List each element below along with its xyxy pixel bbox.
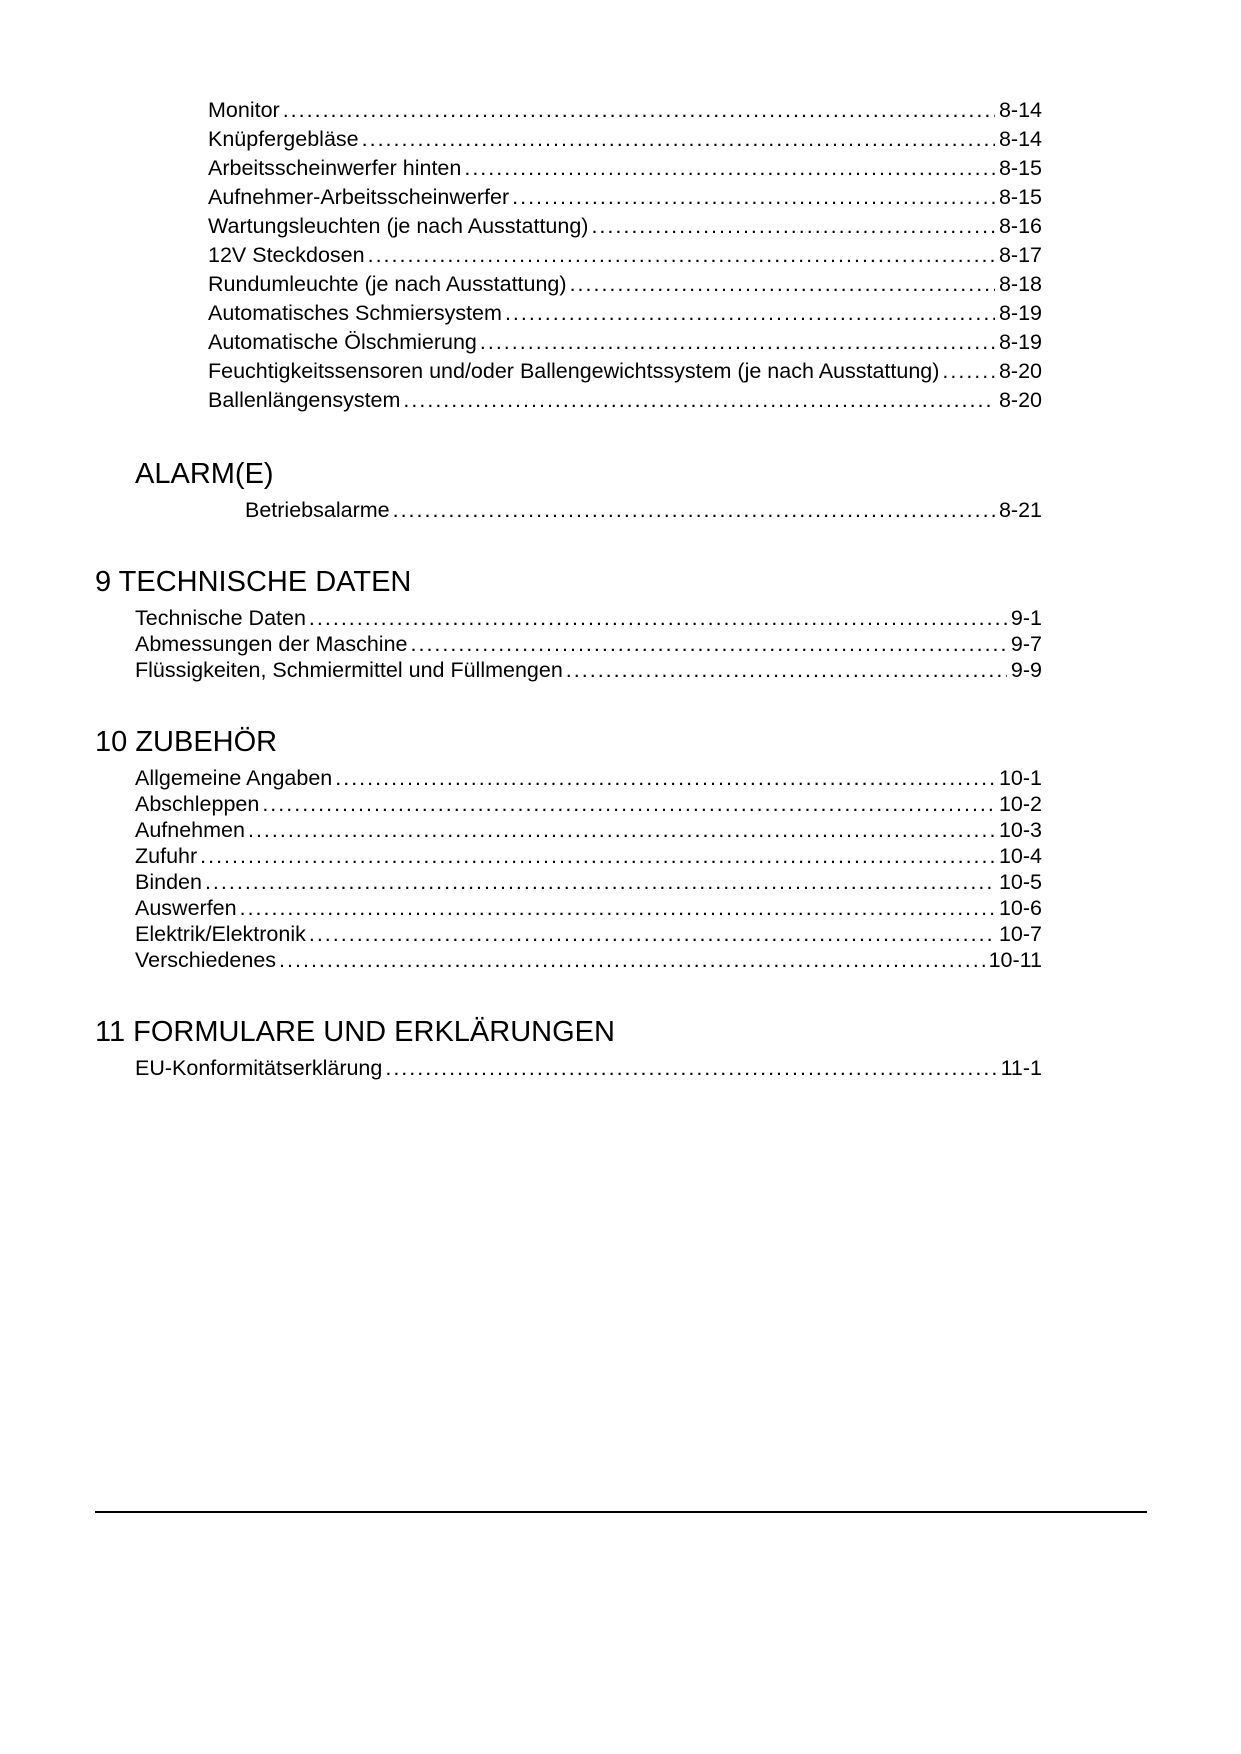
dot-leader bbox=[309, 921, 995, 947]
toc-entry-label: Abschleppen bbox=[135, 792, 260, 816]
toc-content bbox=[95, 96, 1042, 1081]
toc-entry-page: 10-7 bbox=[998, 922, 1042, 946]
dot-leader bbox=[591, 212, 995, 241]
toc-entry-page: 8-17 bbox=[998, 243, 1042, 267]
dot-leader bbox=[411, 631, 1007, 657]
toc-entry-label: Technische Daten bbox=[135, 606, 306, 630]
section-heading: 11 FORMULARE UND ERKLÄRUNGEN bbox=[95, 1016, 615, 1048]
toc-section bbox=[95, 457, 1042, 523]
toc-entry-label: EU-Konformitätserklärung bbox=[135, 1056, 383, 1080]
toc-entry-page: 8-21 bbox=[998, 498, 1042, 522]
dot-leader bbox=[942, 357, 995, 386]
toc-entry bbox=[95, 154, 1042, 183]
toc-entry-label: 12V Steckdosen bbox=[208, 243, 365, 267]
toc-entry-label: Allgemeine Angaben bbox=[135, 766, 333, 790]
toc-entry-page: 8-14 bbox=[998, 98, 1042, 122]
toc-entry-page: 8-19 bbox=[998, 301, 1042, 325]
toc-entry bbox=[95, 817, 1042, 843]
toc-entry-label: Ballenlängensystem bbox=[208, 388, 401, 412]
toc-entry-label: Wartungsleuchten (je nach Ausstattung) bbox=[208, 214, 589, 238]
toc-entry bbox=[95, 605, 1042, 631]
toc-entry-label: Aufnehmen bbox=[135, 818, 245, 842]
footer-rule bbox=[95, 1511, 1147, 1513]
toc-entry-page: 10-11 bbox=[988, 948, 1042, 972]
toc-entry bbox=[95, 386, 1042, 415]
toc-entry-label: Auswerfen bbox=[135, 896, 237, 920]
section-heading: 10 ZUBEHÖR bbox=[95, 726, 278, 758]
toc-entry bbox=[95, 125, 1042, 154]
toc-entry-label: Binden bbox=[135, 870, 202, 894]
dot-leader bbox=[505, 299, 995, 328]
toc-entry-label: Knüpfergebläse bbox=[208, 127, 359, 151]
toc-section bbox=[95, 1015, 1042, 1081]
dot-leader bbox=[309, 605, 1007, 631]
toc-entry-page: 9-9 bbox=[1010, 658, 1042, 682]
dot-leader bbox=[283, 96, 995, 125]
toc-entry bbox=[95, 869, 1042, 895]
toc-entry-page: 8-20 bbox=[998, 388, 1042, 412]
dot-leader bbox=[240, 895, 995, 921]
section-heading: 9 TECHNISCHE DATEN bbox=[95, 566, 412, 598]
toc-entry bbox=[95, 212, 1042, 241]
toc-entry-page: 8-20 bbox=[998, 359, 1042, 383]
toc-entry-label: Aufnehmer-Arbeitsscheinwerfer bbox=[208, 185, 510, 209]
toc-entry-label: Elektrik/Elektronik bbox=[135, 922, 306, 946]
toc-entry-page: 8-15 bbox=[998, 156, 1042, 180]
toc-entry-label: Monitor bbox=[208, 98, 280, 122]
dot-leader bbox=[335, 765, 995, 791]
toc-section bbox=[95, 725, 1042, 973]
toc-entry-page: 10-5 bbox=[998, 870, 1042, 894]
toc-entry-label: Rundumleuchte (je nach Ausstattung) bbox=[208, 272, 567, 296]
toc-entry bbox=[95, 270, 1042, 299]
dot-leader bbox=[200, 843, 995, 869]
toc-entry-label: Automatische Ölschmierung bbox=[208, 330, 477, 354]
toc-entry-label: Automatisches Schmiersystem bbox=[208, 301, 502, 325]
toc-entry-page: 9-7 bbox=[1010, 632, 1042, 656]
toc-entry bbox=[95, 657, 1042, 683]
toc-entry bbox=[95, 631, 1042, 657]
dot-leader bbox=[248, 817, 995, 843]
toc-entry bbox=[95, 183, 1042, 212]
toc-entry-label: Betriebsalarme bbox=[245, 498, 390, 522]
toc-entry bbox=[95, 765, 1042, 791]
toc-entry-page: 10-2 bbox=[998, 792, 1042, 816]
toc-entry-page: 10-6 bbox=[998, 896, 1042, 920]
dot-leader bbox=[205, 869, 995, 895]
dot-leader bbox=[393, 497, 995, 523]
dot-leader bbox=[279, 947, 985, 973]
dot-leader bbox=[362, 125, 995, 154]
toc-entry-page: 8-19 bbox=[998, 330, 1042, 354]
toc-entry bbox=[95, 791, 1042, 817]
toc-entry-page: 8-18 bbox=[998, 272, 1042, 296]
toc-entry-label: Arbeitsscheinwerfer hinten bbox=[208, 156, 462, 180]
toc-entry-page: 8-14 bbox=[998, 127, 1042, 151]
toc-section bbox=[95, 565, 1042, 683]
toc-entry-label: Flüssigkeiten, Schmiermittel und Füllmengen bbox=[135, 658, 563, 682]
dot-leader bbox=[368, 241, 995, 270]
toc-entry-label: Verschiedenes bbox=[135, 948, 277, 972]
toc-entry-page: 8-16 bbox=[998, 214, 1042, 238]
toc-entry bbox=[95, 895, 1042, 921]
dot-leader bbox=[512, 183, 995, 212]
toc-entry bbox=[95, 843, 1042, 869]
toc-entry-page: 10-4 bbox=[998, 844, 1042, 868]
section-heading: ALARM(E) bbox=[135, 458, 274, 490]
toc-entry-label: Feuchtigkeitssensoren und/oder Ballengewichtssystem (je nach Ausstattung) bbox=[208, 359, 940, 383]
toc-entry-page: 10-1 bbox=[998, 766, 1042, 790]
toc-entry bbox=[95, 328, 1042, 357]
toc-section bbox=[95, 96, 1042, 415]
toc-entry-page: 10-3 bbox=[998, 818, 1042, 842]
dot-leader bbox=[385, 1055, 996, 1081]
toc-entry bbox=[95, 357, 1042, 386]
toc-entry-label: Abmessungen der Maschine bbox=[135, 632, 408, 656]
toc-entry bbox=[95, 299, 1042, 328]
toc-entry-page: 11-1 bbox=[1000, 1056, 1042, 1080]
dot-leader bbox=[262, 791, 995, 817]
toc-entry bbox=[95, 96, 1042, 125]
toc-entry-label: Zufuhr bbox=[135, 844, 198, 868]
toc-entry bbox=[95, 241, 1042, 270]
dot-leader bbox=[480, 328, 995, 357]
dot-leader bbox=[464, 154, 995, 183]
toc-entry-page: 9-1 bbox=[1010, 606, 1042, 630]
toc-entry-page: 8-15 bbox=[998, 185, 1042, 209]
toc-entry bbox=[95, 947, 1042, 973]
toc-entry bbox=[95, 921, 1042, 947]
toc-entry bbox=[95, 497, 1042, 523]
dot-leader bbox=[403, 386, 995, 415]
dot-leader bbox=[566, 657, 1007, 683]
dot-leader bbox=[570, 270, 995, 299]
toc-entry bbox=[95, 1055, 1042, 1081]
